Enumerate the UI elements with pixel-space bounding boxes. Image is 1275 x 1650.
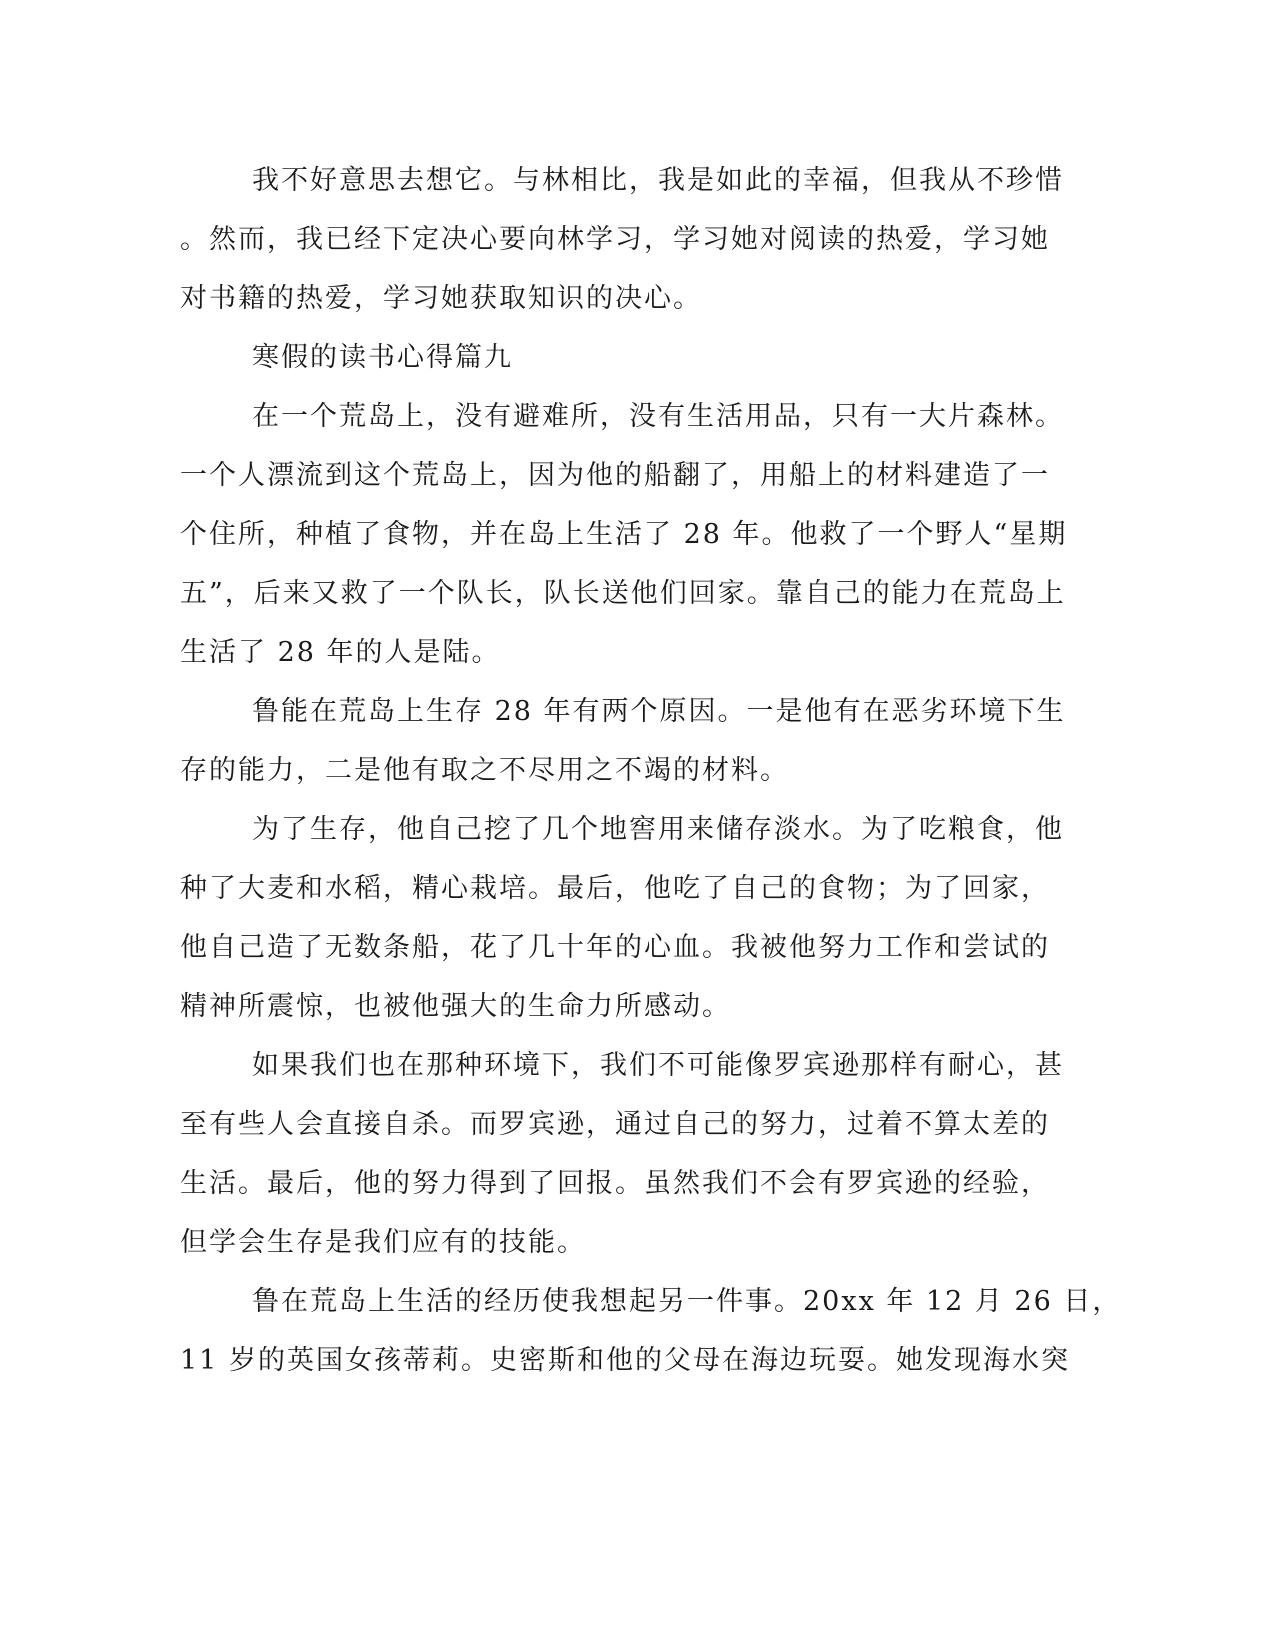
text-line: 至有些人会直接自杀。而罗宾逊，通过自己的努力，过着不算太差的	[180, 1109, 1050, 1140]
text-line: 鲁在荒岛上生活的经历使我想起另一件事。20xx 年 12 月 26 日，	[252, 1286, 1122, 1317]
section-heading: 寒假的读书心得篇九	[252, 342, 513, 373]
text-line: 存的能力，二是他有取之不尽用之不竭的材料。	[180, 755, 789, 786]
text-line: 如果我们也在那种环境下，我们不可能像罗宾逊那样有耐心，甚	[252, 1050, 1064, 1081]
text-line: 我不好意思去想它。与林相比，我是如此的幸福，但我从不珍惜	[252, 165, 1064, 196]
text-line: 精神所震惊，也被他强大的生命力所感动。	[180, 991, 731, 1022]
text-line: 11 岁的英国女孩蒂莉。史密斯和他的父母在海边玩耍。她发现海水突	[180, 1345, 1070, 1376]
text-line: 鲁能在荒岛上生存 28 年有两个原因。一是他有在恶劣环境下生	[252, 696, 1066, 727]
text-line: 他自己造了无数条船，花了几十年的心血。我被他努力工作和尝试的	[180, 932, 1050, 963]
text-line: 一个人漂流到这个荒岛上，因为他的船翻了，用船上的材料建造了一	[180, 460, 1050, 491]
text-line: 。然而，我已经下定决心要向林学习，学习她对阅读的热爱，学习她	[180, 224, 1050, 255]
text-line: 个住所，种植了食物，并在岛上生活了 28 年。他救了一个野人“星期	[180, 519, 1068, 550]
text-line: 为了生存，他自己挖了几个地窖用来储存淡水。为了吃粮食，他	[252, 814, 1064, 845]
text-line: 五”，后来又救了一个队长，队长送他们回家。靠自己的能力在荒岛上	[180, 578, 1066, 609]
text-line: 生活。最后，他的努力得到了回报。虽然我们不会有罗宾逊的经验，	[180, 1168, 1050, 1199]
text-line: 对书籍的热爱，学习她获取知识的决心。	[180, 283, 702, 314]
text-line: 在一个荒岛上，没有避难所，没有生活用品，只有一大片森林。	[252, 401, 1064, 432]
text-line: 生活了 28 年的人是陆。	[180, 637, 501, 668]
text-line: 但学会生存是我们应有的技能。	[180, 1227, 586, 1258]
text-line: 种了大麦和水稻，精心栽培。最后，他吃了自己的食物；为了回家，	[180, 873, 1050, 904]
